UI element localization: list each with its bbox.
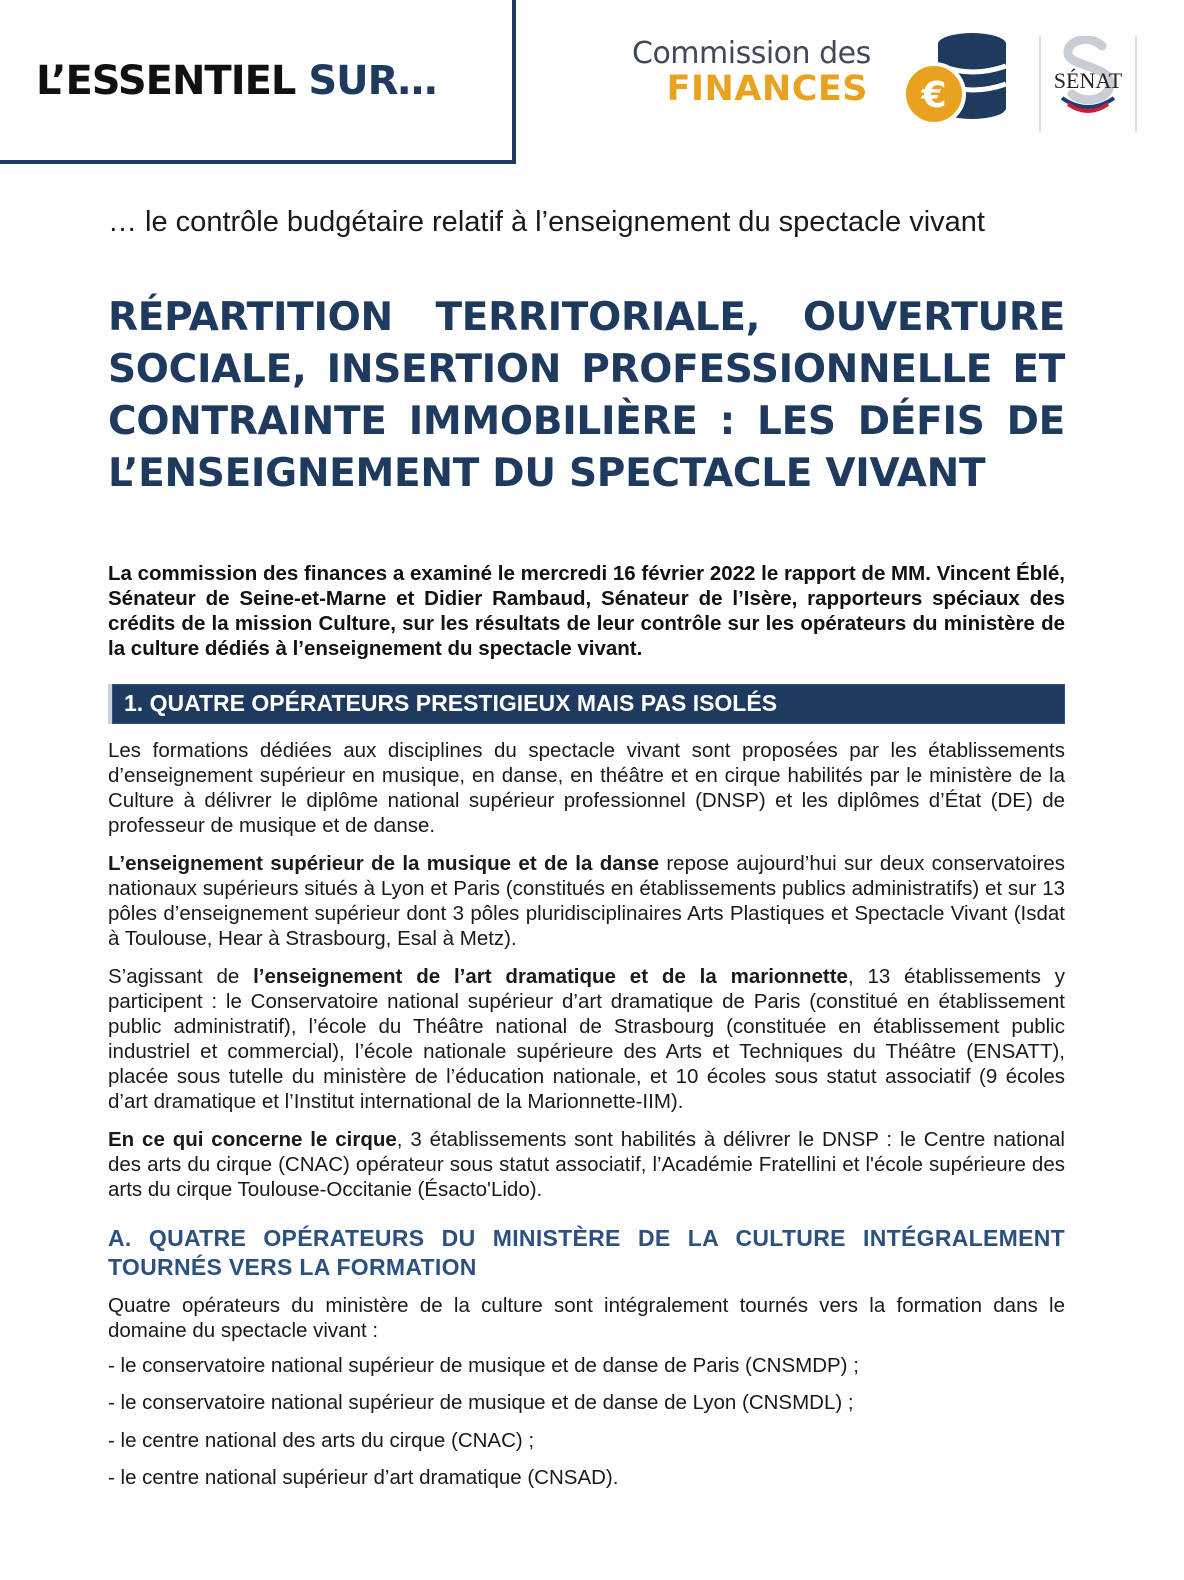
euro-coins-icon	[902, 28, 1010, 128]
intro-text: … le contrôle budgétaire relatif à l’enseignement du spectacle vivant	[108, 206, 985, 238]
header-title-essentiel: L’ESSENTIEL	[36, 58, 296, 104]
list-item: - le conservatoire national supérieur de musique et de danse de Lyon (CNSMDL) ;	[108, 1391, 854, 1414]
header-title-sur: SUR…	[308, 58, 437, 104]
main-title: RÉPARTITION TERRITORIALE, OUVERTURE SOCIALE, INSERTION PROFESSIONNELLE ET CONTRAINTE IMMOBILIÈRE : LES DÉFIS DE L’ENSEIGNEMENT DU SPECTACLE VIVANT	[108, 295, 1065, 496]
section-1-paragraph-1: Les formations dédiées aux disciplines du spectacle vivant sont proposées par les établissements d’enseignement supérieur en musique, en danse, en théâtre et en cirque habilités par le ministère de la Culture à délivrer le diplôme national supérieur professionnel (DNSP) et les diplômes d’État (DE) de professeur de musique et de danse.	[108, 739, 1065, 837]
p2-bold: L’enseignement supérieur de la musique et de la danse	[108, 852, 659, 875]
header-title	[36, 58, 436, 104]
finances-label: FINANCES	[666, 69, 868, 109]
p2-rest: repose aujourd’hui sur deux conservatoires nationaux supérieurs situés à Lyon et Paris (constitués en établissements publics administratifs) et sur 13 pôles d’enseignement supérieur dont 3 pôles pluridisciplinaires Arts Plastiques et Spectacle Vivant (Isdat à Toulouse, Hear à Strasbourg, Esal à Metz).	[108, 852, 1065, 950]
list-item: - le centre national des arts du cirque (CNAC) ;	[108, 1429, 535, 1452]
svg-text:€: €	[921, 75, 947, 116]
section-1-paragraph-3	[108, 964, 1065, 1114]
subsection-a-paragraph: Quatre opérateurs du ministère de la culture sont intégralement tournés vers la formation dans le domaine du spectacle vivant :	[108, 1294, 1065, 1342]
section-1-heading	[108, 684, 1065, 724]
senat-label: SÉNAT	[1053, 68, 1123, 93]
senat-emblem-icon	[1038, 36, 1138, 132]
section-1-title: 1. QUATRE OPÉRATEURS PRESTIGIEUX MAIS PAS ISOLÉS	[124, 690, 778, 716]
list-item: - le centre national supérieur d’art dramatique (CNSAD).	[108, 1466, 619, 1489]
p4-rest: , 3 établissements sont habilités à délivrer le DNSP : le Centre national des arts du cirque (CNAC) opérateur sous statut associatif, l’Académie Fratellini et l'école supérieure des arts du cirque Toulouse-Occitanie (Ésacto'Lido).	[108, 1128, 1065, 1201]
p3-rest: , 13 établissements y participent : le Conservatoire national supérieur d’art dramatique de Paris (constitué en établissement public administratif), l’école du Théâtre national de Strasbourg (constituée en établissement public industriel et commercial), l’école nationale supérieure des Arts et Techniques du Théâtre (ENSATT), placée sous tutelle du ministère de l’éducation nationale, et 10 écoles sous statut associatif (9 écoles d’art dramatique et l’Institut international de la Marionnette-IIM).	[108, 965, 1065, 1113]
p3-bold: l’enseignement de l’art dramatique et de la marionnette	[253, 965, 848, 988]
senat-logo	[1038, 36, 1138, 132]
list-item: - le conservatoire national supérieur de musique et de danse de Paris (CNSMDP) ;	[108, 1354, 859, 1377]
subsection-a-title: A. QUATRE OPÉRATEURS DU MINISTÈRE DE LA CULTURE INTÉGRALEMENT TOURNÉS VERS LA FORMATION	[108, 1225, 1065, 1280]
lead-paragraph: La commission des finances a examiné le mercredi 16 février 2022 le rapport de MM. Vincent Éblé, Sénateur de Seine-et-Marne et Didier Rambaud, Sénateur de l’Isère, rapporteurs spéciaux des crédits de la mission Culture, sur les résultats de leur contrôle sur les opérateurs du ministère de la culture dédiés à l’enseignement du spectacle vivant.	[108, 562, 1065, 660]
p3-pre: S’agissant de	[108, 965, 254, 988]
commission-label: Commission des	[632, 36, 871, 71]
p4-bold: En ce qui concerne le cirque	[108, 1128, 397, 1151]
header-title-box	[0, 0, 516, 164]
section-1-paragraph-2	[108, 851, 1065, 951]
section-1-paragraph-4	[108, 1127, 1065, 1202]
commission-finances-logo	[632, 36, 871, 109]
